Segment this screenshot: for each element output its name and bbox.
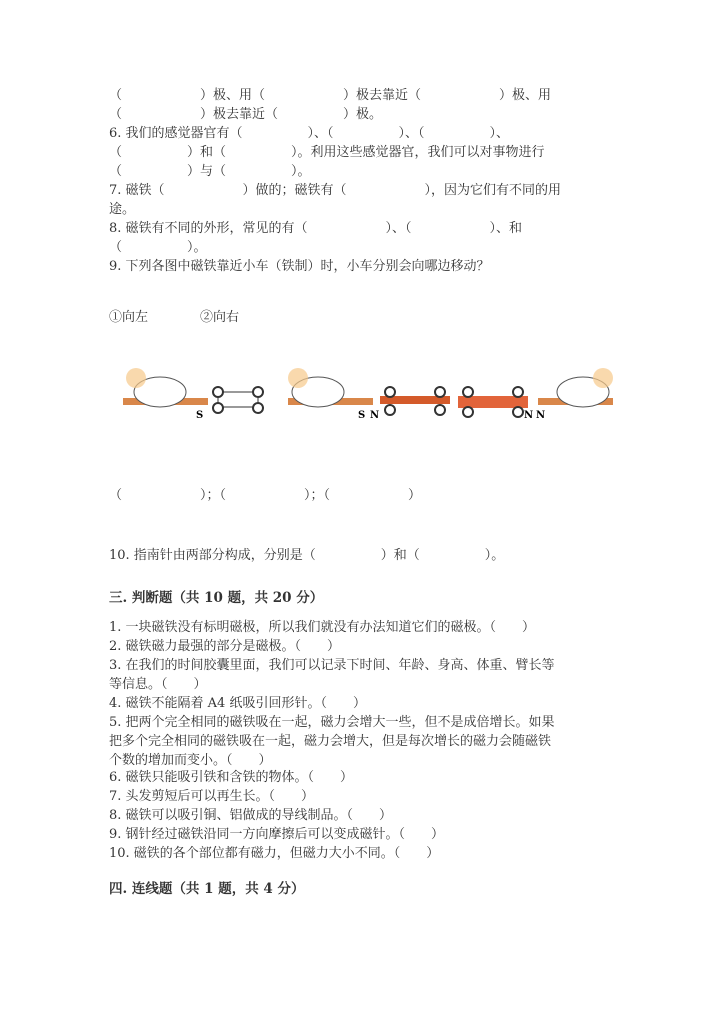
pole-label: S [358,410,366,421]
q9-answer-blanks: （ ）；（ ）；（ ） [109,488,422,503]
judge-item: 4. 磁铁不能隔着 A4 纸吸引回形针。（ ） [109,696,366,711]
judge-item: 把多个完全相同的磁铁吸在一起，磁力会增大，但是每次增长的磁力会随磁铁 [109,734,552,749]
q9-line: 9. 下列各图中磁铁靠近小车（铁制）时，小车分别会向哪边移动？ [109,259,490,274]
judge-item: 8. 磁铁可以吸引铜、铝做成的导线制品。（ ） [109,808,393,823]
q10-line: 10. 指南针由两部分构成，分别是（ ）和（ ）。 [109,548,505,563]
q8-line: 8. 磁铁有不同的外形，常见的有（ ）、（ ）、和 [109,221,523,236]
q8-line: （ ）。 [109,240,207,255]
judge-item: 1. 一块磁铁没有标明磁极，所以我们就没有办法知道它们的磁极。（ ） [109,620,536,635]
pole-label: N [536,410,546,421]
q6-line: （ ）和（ ）。利用这些感觉器官，我们可以对事物进行 [109,145,545,160]
judge-item: 9. 钢针经过磁铁沿同一方向摩擦后可以变成磁针。（ ） [109,827,445,842]
pole-label: N [524,410,534,421]
q9-options: ①向左 ②向右 [109,310,240,325]
judge-item: 等信息。（ ） [109,677,207,692]
judge-item: 6. 磁铁只能吸引铁和含铁的物体。（ ） [109,770,354,785]
figure-2 [288,368,450,415]
section4-title: 四. 连线题（共 1 题，共 4 分） [109,881,305,897]
q5-line: （ ）极、用（ ）极去靠近（ ）极、用 [109,88,552,103]
judge-item: 3. 在我们的时间胶囊里面，我们可以记录下时间、年龄、身高、体重、臂长等 [109,658,555,673]
judge-item: 个数的增加而变小。（ ） [109,753,272,768]
judge-item: 2. 磁铁磁力最强的部分是磁极。（ ） [109,639,341,654]
figure-1 [123,368,263,413]
pole-label: N [370,410,380,421]
q5-line: （ ）极去靠近（ ）极。 [109,107,383,122]
judge-item: 5. 把两个完全相同的磁铁吸在一起，磁力会增大一些，但不是成倍增长。如果 [109,715,555,730]
q7-line: 7. 磁铁（ ）做的；磁铁有（ ），因为它们有不同的用 [109,183,562,198]
judge-item: 10. 磁铁的各个部位都有磁力，但磁力大小不同。（ ） [109,846,440,861]
judge-item: 7. 头发剪短后可以再生长。（ ） [109,789,315,804]
q6-line: 6. 我们的感觉器官有（ ）、（ ）、（ ）、 [109,126,510,141]
q7-line: 途。 [109,202,136,217]
section3-title: 三. 判断题（共 10 题，共 20 分） [109,590,324,606]
magnet-car-figure [118,366,618,426]
pole-label: S [196,410,204,421]
q6-line: （ ）与（ ）。 [109,164,311,179]
